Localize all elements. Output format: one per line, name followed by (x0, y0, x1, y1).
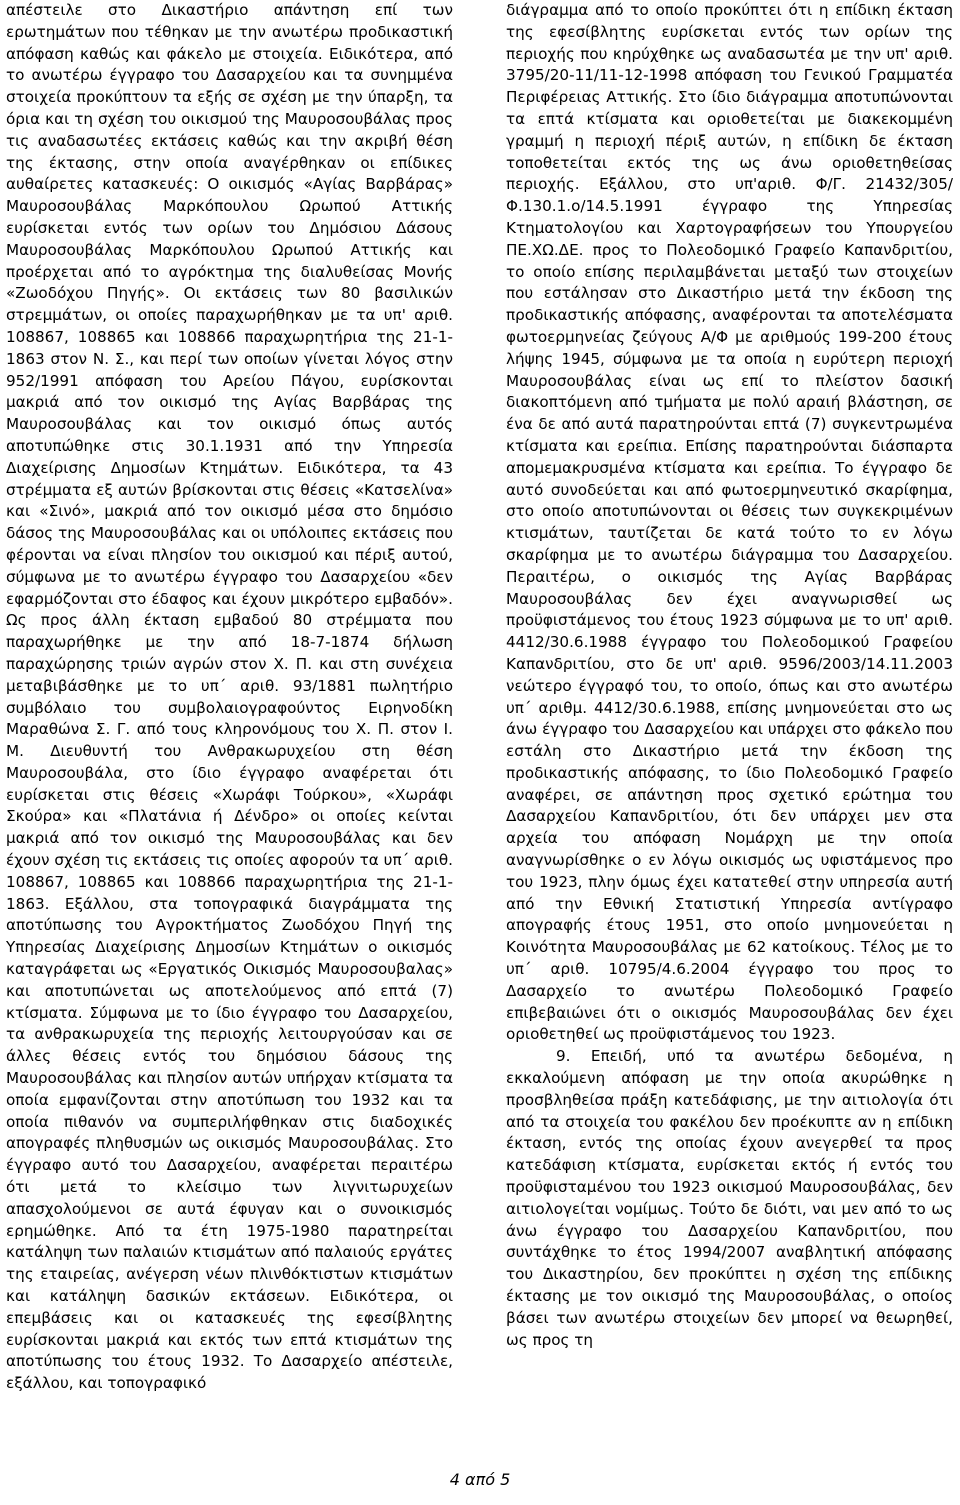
right-paragraph-section-9: 9. Επειδή, υπό τα ανωτέρω δεδομένα, η εκκαλούμενη απόφαση με την οποία ακυρώθηκε η προσβληθείσα πράξη κατεδάφισης, με την αιτιολογία ότι από τα στοιχεία του φακέλου δεν προέκυπτε αν η επίδικη έκταση, εντός της οποίας έχουν ανεγερθεί τα προς κατεδάφιση κτίσματα, ευρίσκεται εκτός ή εντός του προϋφισταμένου του 1923 οικισμού Μαυροσουβάλας, δεν αιτιολογείται νομίμως. Τούτο δε διότι, ναι μεν από το ως άνω έγγραφο του Δασαρχείου Καπανδριτίου, που συντάχθηκε το έτος 1994/2007 αναβλητική απόφασης του Δικαστηρίου, δεν προκύπτει η σχέση της επίδικης έκτασης με τον οικισμό της Μαυροσουβάλας, ο οποίος βάσει των ανωτέρω στοιχείων δεν μπορεί να θεωρηθεί, ως προς τη (506, 1047, 953, 1349)
right-text-column (506, 0, 953, 1351)
left-text-column (6, 0, 453, 1395)
page-number: 4 από 5 (449, 1470, 511, 1489)
left-paragraph: απέστειλε στο Δικαστήριο απάντηση επί των ερωτημάτων που τέθηκαν με την ανωτέρω προδικαστική απόφαση καθώς και φάκελο με στοιχεία. Ειδικότερα, από το ανωτέρω έγγραφο του Δασαρχείου και τα συνημμένα στοιχεία προκύπτουν τα εξής σε σχέση με την ύπαρξη, τα όρια και τη σχέση του οικισμού της Μαυροσουβάλας προς τις αναδασωτέες εκτάσεις καθώς και την ακριβή θέση της έκτασης, στην οποία αναγέρθηκαν οι επίδικες αυθαίρετες κατασκευές: Ο οικισμός «Αγίας Βαρβάρας» Μαυροσουβάλας Μαρκόπουλου Ωρωπού Αττικής ευρίσκεται εντός των ορίων του Δημόσιου Δάσους Μαυροσουβάλας Μαρκόπουλου Ωρωπού Αττικής και προέρχεται από το αγρόκτημα της διαλυθείσας Μονής «Ζωοδόχου Πηγής». Οι εκτάσεις των 80 βασιλικών στρεμμάτων, οι οποίες παραχωρήθηκαν με τα υπ' αριθ. 108867, 108865 και 108866 παραχωρητήρια της 21-1-1863 στον Ν. Σ., και περί των οποίων γίνεται λόγος στην 952/1991 απόφαση του Αρείου Πάγου, ευρίσκονται μακριά από τον οικισμό της Αγίας Βαρβάρας της Μαυροσουβάλας και τον οικισμό όπως αυτός αποτυπώθηκε στις 30.1.1931 από την Υπηρεσία Διαχείρισης Δημοσίων Κτημάτων. Ειδικότερα, τα 43 στρέμματα εξ αυτών βρίσκονται στις θέσεις «Κατσελίνα» και «Σινό», μακριά από τον οικισμό μέσα στο δημόσιο δάσος της Μαυροσουβάλας και οι υπόλοιπες εκτάσεις που φέρονται να είναι πλησίον του οικισμού και πέριξ αυτού, σύμφωνα με το ανωτέρω έγγραφο του Δασαρχείου «δεν εφαρμόζονται στο έδαφος και έχουν μικρότερο εμβαδόν». Ως προς άλλη έκταση εμβαδού 80 στρέμματα που παραχωρήθηκε με την από 18-7-1874 δήλωση παραχώρησης τριών αγρών στον Χ. Π. και στη συνέχεια μεταβιβάσθηκε με το υπ΄ αριθ. 93/1881 πωλητήριο συμβόλαιο του συμβολαιογραφούντος Ειρηνοδίκη Μαραθώνα Σ. Γ. από τους κληρονόμους του Χ. Π. στον Ι. Μ. Διευθυντή του Ανθρακωρυχείου στη θέση Μαυροσουβάλα, στο ίδιο έγγραφο αναφέρεται ότι ευρίσκεται στις θέσεις «Χωράφι Τούρκου», «Χωράφι Σκούρα» και «Πλατάνια ή Δένδρο» οι οποίες κείνται μακριά από τον οικισμό της Μαυροσουβάλας και δεν έχουν σχέση τις εκτάσεις τις οποίες αφορούν τα υπ΄ αριθ. 108867, 108865 και 108866 παραχωρητήρια της 21-1-1863. Εξάλλου, στα τοπογραφικά διαγράμματα της αποτύπωσης του Αγροκτήματος Ζωοδόχου Πηγή της Υπηρεσίας Διαχείρισης Δημοσίων Κτημάτων ο οικισμός καταγράφεται ως «Εργατικός Οικισμός Μαυροσουβαλας» και αποτυπώνεται ως αποτελούμενος από επτά (7) κτίσματα. Σύμφωνα με το ίδιο έγγραφο του Δασαρχείου, τα ανθρακωρυχεία της περιοχής λειτουργούσαν και σε άλλες θέσεις εντός του δημόσιου δάσους της Μαυροσουβάλας και πλησίον αυτών υπήρχαν κτίσματα τα οποία εμφανίζονται στην αποτύπωση του 1932 και τα οποία πιθανόν να συμπεριλήφθηκαν στις διαδοχικές απογραφές πληθυσμών ως οικισμός Μαυροσουβάλας. Στο έγγραφο αυτό του Δασαρχείου, αναφέρεται περαιτέρω ότι μετά το κλείσιμο των λιγνιτωρυχείων απασχολούμενοι σε αυτά έφυγαν και ο συνοικισμός ερημώθηκε. Από τα έτη 1975-1980 παρατηρείται κατάληψη των παλαιών κτισμάτων από παλαιούς εργάτες της εταιρείας, ανέγερση νέων πλινθόκτιστων κτισμάτων και κατάληψη δασικών εκτάσεων. Ειδικότερα, οι επεμβάσεις και οι κατασκευές της εφεσίβλητης ευρίσκονται μακριά και εκτός των επτά κτισμάτων της αποτύπωσης του έτους 1932. Το Δασαρχείο απέστειλε, εξάλλου, και τοπογραφικό (6, 1, 453, 1393)
right-paragraph: διάγραμμα από το οποίο προκύπτει ότι η επίδικη έκταση της εφεσίβλητης ευρίσκεται εντός των ορίων της περιοχής που κηρύχθηκε ως αναδασωτέα με την υπ' αριθ. 3795/20-11/11-12-1998 απόφαση του Γενικού Γραμματέα Περιφέρειας Αττικής. Στο ίδιο διάγραμμα αποτυπώνονται τα επτά κτίσματα και οριοθετείται με διακεκομμένη γραμμή η περιοχή πέριξ αυτών, η επίδικη δε έκταση τοποθετείται εκτός της ως άνω οριοθετηθείσας περιοχής. Εξάλλου, στο υπ'αριθ. Φ/Γ. 21432/305/Φ.130.1.ο/14.5.1991 έγγραφο της Υπηρεσίας Κτηματολογίου και Χαρτογραφήσεων του Υπουργείου ΠΕ.ΧΩ.ΔΕ. προς το Πολεοδομικό Γραφείο Καπανδριτίου, το οποίο επίσης περιλαμβάνεται μεταξύ των στοιχείων που εστάλησαν στο Δικαστήριο μετά την έκδοση της προδικαστικής απόφασης, αναφέρονται τα αποτελέσματα φωτοερμηνείας ζεύγους Α/Φ με αριθμούς 199-200 έτους λήψης 1945, σύμφωνα με τα οποία η ευρύτερη περιοχή Μαυροσουβάλας είναι ως επί το πλείστον δασική διακοπτόμενη από τμήματα με πολύ αραιή βλάστηση, σε ένα δε από αυτά παρατηρούνται επτά (7) συγκεντρωμένα κτίσματα και ερείπια. Επίσης παρατηρούνται διάσπαρτα απομεμακρυσμένα κτίσματα και ερείπια. Το έγγραφο δε αυτό συνοδεύεται και από φωτοερμηνευτικό σκαρίφημα, στο οποίο αποτυπώνονται οι θέσεις των συγκεκριμένων κτισμάτων, ταυτίζεται δε κατά τούτο το εν λόγω σκαρίφημα με το ανωτέρω διάγραμμα του Δασαρχείου. Περαιτέρω, ο οικισμός της Αγίας Βαρβάρας Μαυροσουβάλας δεν έχει αναγνωρισθεί ως προϋφιστάμενος του έτους 1923 σύμφωνα με το υπ' αριθ. 4412/30.6.1988 έγγραφο του Πολεοδομικού Γραφείου Καπανδριτίου, στο δε υπ' αριθ. 9596/2003/14.11.2003 νεώτερο έγγραφό του, το οποίο, όπως και στο ανωτέρω υπ΄ αριθμ. 4412/30.6.1988, επίσης μνημονεύεται στο ως άνω έγγραφο του Δασαρχείου και υπάρχει στο φάκελο που εστάλη στο Δικαστήριο μετά την έκδοση της προδικαστικής απόφασης, το ίδιο Πολεοδομικό Γραφείο αναφέρει, σε απάντηση προς σχετικό ερώτημα του Δασαρχείου Καπανδριτίου, ότι δεν υπάρχει μεν στα αρχεία του απόφαση Νομάρχη με την οποία αναγνωρίσθηκε ο εν λόγω οικισμός ως υφιστάμενος προ του 1923, πλην όμως έχει κατατεθεί στην υπηρεσία αυτή από την Εθνική Στατιστική Υπηρεσία αντίγραφο απογραφής έτους 1951, στο οποίο μνημονεύεται η Κοινότητα Μαυροσουβάλας με 62 κατοίκους. Τέλος με το υπ΄ αριθ. 10795/4.6.2004 έγγραφο του προς το Δασαρχείο το ανωτέρω Πολεοδομικό Γραφείο επιβεβαιώνει ότι ο οικισμός Μαυροσουβάλας δεν έχει οριοθετηθεί ως προϋφιστάμενος του 1923. (506, 1, 953, 1044)
